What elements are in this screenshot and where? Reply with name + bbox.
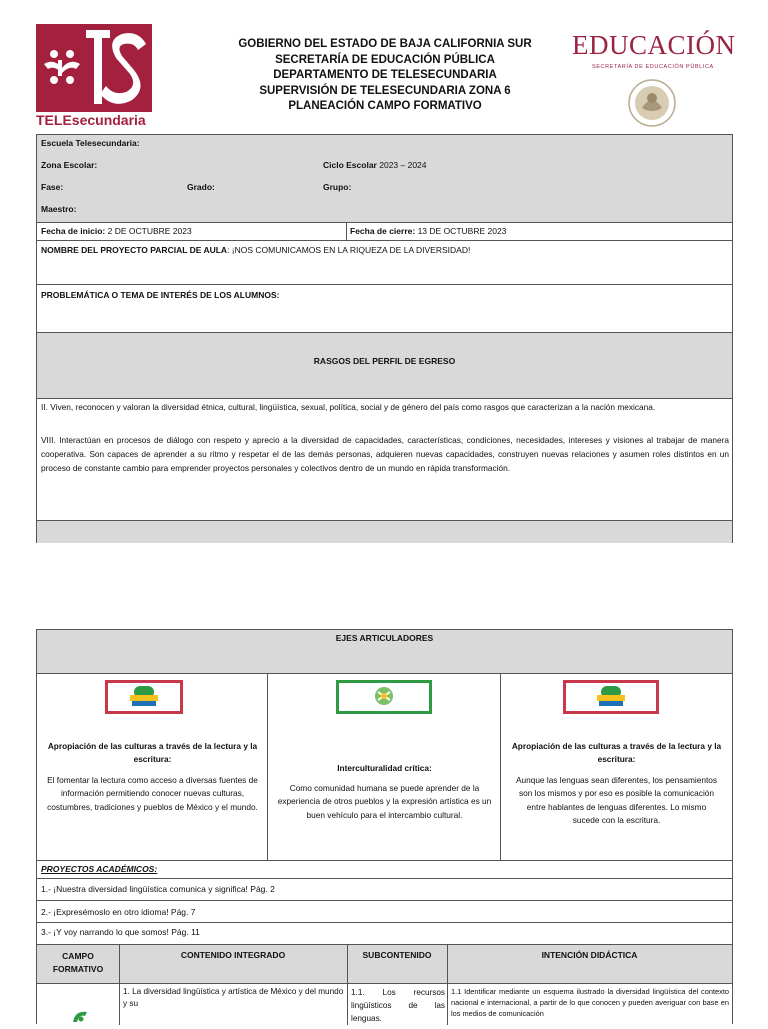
header-intencion: INTENCIÓN DIDÁCTICA bbox=[541, 950, 638, 960]
empty-grey-row bbox=[37, 521, 732, 543]
ejes-table bbox=[36, 629, 733, 1024]
table-row bbox=[37, 984, 732, 1025]
table-header-row bbox=[37, 945, 732, 984]
ciclo-value: 2023 – 2024 bbox=[379, 160, 427, 170]
ciclo-label: Ciclo Escolar bbox=[323, 160, 377, 170]
eje-badge-icon bbox=[563, 680, 659, 714]
header-line-5: PLANEACIÓN CAMPO FORMATIVO bbox=[288, 100, 482, 112]
telesecundaria-logo bbox=[36, 24, 152, 128]
eje-text: Aunque las lenguas sean diferentes, los pensamientos son los mismos y por eso es posible la comunicación entre hablantes de lenguas diferentes. Lo mismo sucede con la escritura. bbox=[515, 775, 718, 826]
proyecto-value: : ¡NOS COMUNICAMOS EN LA RIQUEZA DE LA DIVERSIDAD! bbox=[227, 245, 471, 255]
fase-label: Fase: bbox=[41, 182, 64, 192]
national-seal-icon bbox=[627, 78, 677, 128]
grupo-label: Grupo: bbox=[323, 182, 352, 192]
problematica-row bbox=[37, 285, 732, 333]
rasgo-viii: VIII. Interactúan en procesos de diálogo con respeto y aprecio a la diversidad de capacidades, características, condiciones, necesidades, intereses y visiones al trabajar de manera cooperativa. Son capaces de aprender a su ritmo y respetar el de las demás personas, adquieren nuevas capacidades, construyen nuevas relaciones y asumen roles distintos en un proceso de constante cambio para emprender proyectos personales y colectivos dentro de un mundo en rápida transformación. bbox=[41, 435, 729, 473]
proyectos-title: PROYECTOS ACADÉMICOS: bbox=[41, 864, 158, 874]
proyecto-label: NOMBRE DEL PROYECTO PARCIAL DE AULA bbox=[41, 245, 228, 255]
fechas-row bbox=[37, 223, 732, 241]
escuela-label: Escuela Telesecundaria: bbox=[41, 138, 140, 148]
eje-title: Apropiación de las culturas a través de la lectura y la escritura: bbox=[47, 741, 258, 765]
header-line-4: SUPERVISIÓN DE TELESECUNDARIA ZONA 6 bbox=[259, 84, 511, 97]
ejes-bottom-line bbox=[37, 860, 732, 861]
svg-text:TELEsecundaria: TELEsecundaria bbox=[36, 112, 146, 128]
eje-item bbox=[37, 674, 268, 860]
fechas-divider bbox=[346, 223, 347, 241]
zona-label: Zona Escolar bbox=[41, 160, 95, 170]
cierre-value: 13 DE OCTUBRE 2023 bbox=[417, 226, 507, 236]
header-line-3: DEPARTAMENTO DE TELESECUNDARIA bbox=[273, 69, 497, 81]
header-campo: CAMPO FORMATIVO bbox=[52, 951, 104, 974]
problematica-label: PROBLEMÁTICA O TEMA DE INTERÉS DE LOS ALUMNOS: bbox=[41, 290, 280, 300]
telesecundaria-logo-icon bbox=[36, 24, 152, 128]
eje-title: Apropiación de las culturas a través de la lectura y la escritura: bbox=[511, 741, 722, 765]
inicio-label: Fecha de inicio: bbox=[41, 226, 106, 236]
proyecto-item: 1.- ¡Nuestra diversidad lingüística comunica y significa! Pág. 2 bbox=[41, 884, 275, 894]
rasgo-ii: II. Viven, reconocen y valoran la diversidad étnica, cultural, lingüística, sexual, política, social y de género del país como rasgos que caracterizan a la nación mexicana. bbox=[41, 402, 656, 412]
campo-formativo-icon bbox=[71, 1008, 89, 1029]
header-line-1: GOBIERNO DEL ESTADO DE BAJA CALIFORNIA SUR bbox=[238, 38, 532, 50]
ejes-header-row bbox=[37, 630, 732, 674]
eje-title: Interculturalidad crítica: bbox=[337, 763, 432, 773]
proyecto-item: 2.- ¡Expresémoslo en otro idioma! Pág. 7 bbox=[41, 907, 196, 917]
eje-item bbox=[268, 674, 501, 860]
ejes-title: EJES ARTICULADORES bbox=[335, 633, 434, 643]
subcontenido-cell: 1.1. Los recursos lingüísticos de las lenguas. bbox=[351, 988, 445, 1023]
maestro-label: Maestro: bbox=[41, 204, 77, 214]
header-line-2: SECRETARÍA DE EDUCACIÓN PÚBLICA bbox=[275, 53, 495, 66]
eje-badge-icon bbox=[105, 680, 183, 714]
header-subcontenido: SUBCONTENIDO bbox=[362, 950, 432, 960]
proyectos-divider bbox=[37, 922, 732, 923]
datos-generales-table bbox=[36, 134, 733, 543]
educacion-logo-title: EDUCACIÓN bbox=[572, 30, 736, 60]
contenido-cell: 1. La diversidad lingüística y artística de México y del mundo y su bbox=[123, 987, 344, 1008]
proyectos-divider bbox=[37, 900, 732, 901]
eje-text: Como comunidad humana se puede aprender de la experiencia de otros pueblos y la expresión artística es un buen vehículo para el intercambio cultural. bbox=[277, 783, 492, 820]
proyecto-item: 3.- ¡Y voy narrando lo que somos! Pág. 11 bbox=[41, 927, 200, 937]
header-contenido: CONTENIDO INTEGRADO bbox=[180, 950, 286, 960]
cierre-label: Fecha de cierre: bbox=[350, 226, 416, 236]
eje-badge-icon bbox=[336, 680, 432, 714]
eje-item bbox=[501, 674, 732, 860]
intencion-cell: 1.1 Identificar mediante un esquema ilustrado la diversidad lingüística del contexto nacional e internacional, a partir de lo que conocen y pueden averiguar con base en los medios de comunicación bbox=[451, 987, 729, 1018]
rasgos-content-row bbox=[37, 399, 732, 521]
rasgos-header-row bbox=[37, 333, 732, 399]
educacion-logo-subtitle: SECRETARÍA DE EDUCACIÓN PÚBLICA bbox=[592, 64, 714, 70]
school-info-block: Escuela Telesecundaria: Zona Escolar: Ciclo Escolar 2023 – 2024 Fase: Grado: Grupo: Maestro: bbox=[37, 135, 732, 223]
inicio-value: 2 DE OCTUBRE 2023 bbox=[107, 226, 192, 236]
header-title-block bbox=[210, 37, 560, 115]
rasgos-title: RASGOS DEL PERFIL DE EGRESO bbox=[313, 356, 456, 366]
eje-text: El fomentar la lectura como acceso a diversas fuentes de información permitiendo conocer nuevas culturas, costumbres, tradiciones y pueblos de México y el mundo. bbox=[47, 775, 258, 812]
proyecto-row bbox=[37, 241, 732, 285]
proyectos-divider bbox=[37, 878, 732, 879]
grado-label: Grado: bbox=[187, 182, 215, 192]
